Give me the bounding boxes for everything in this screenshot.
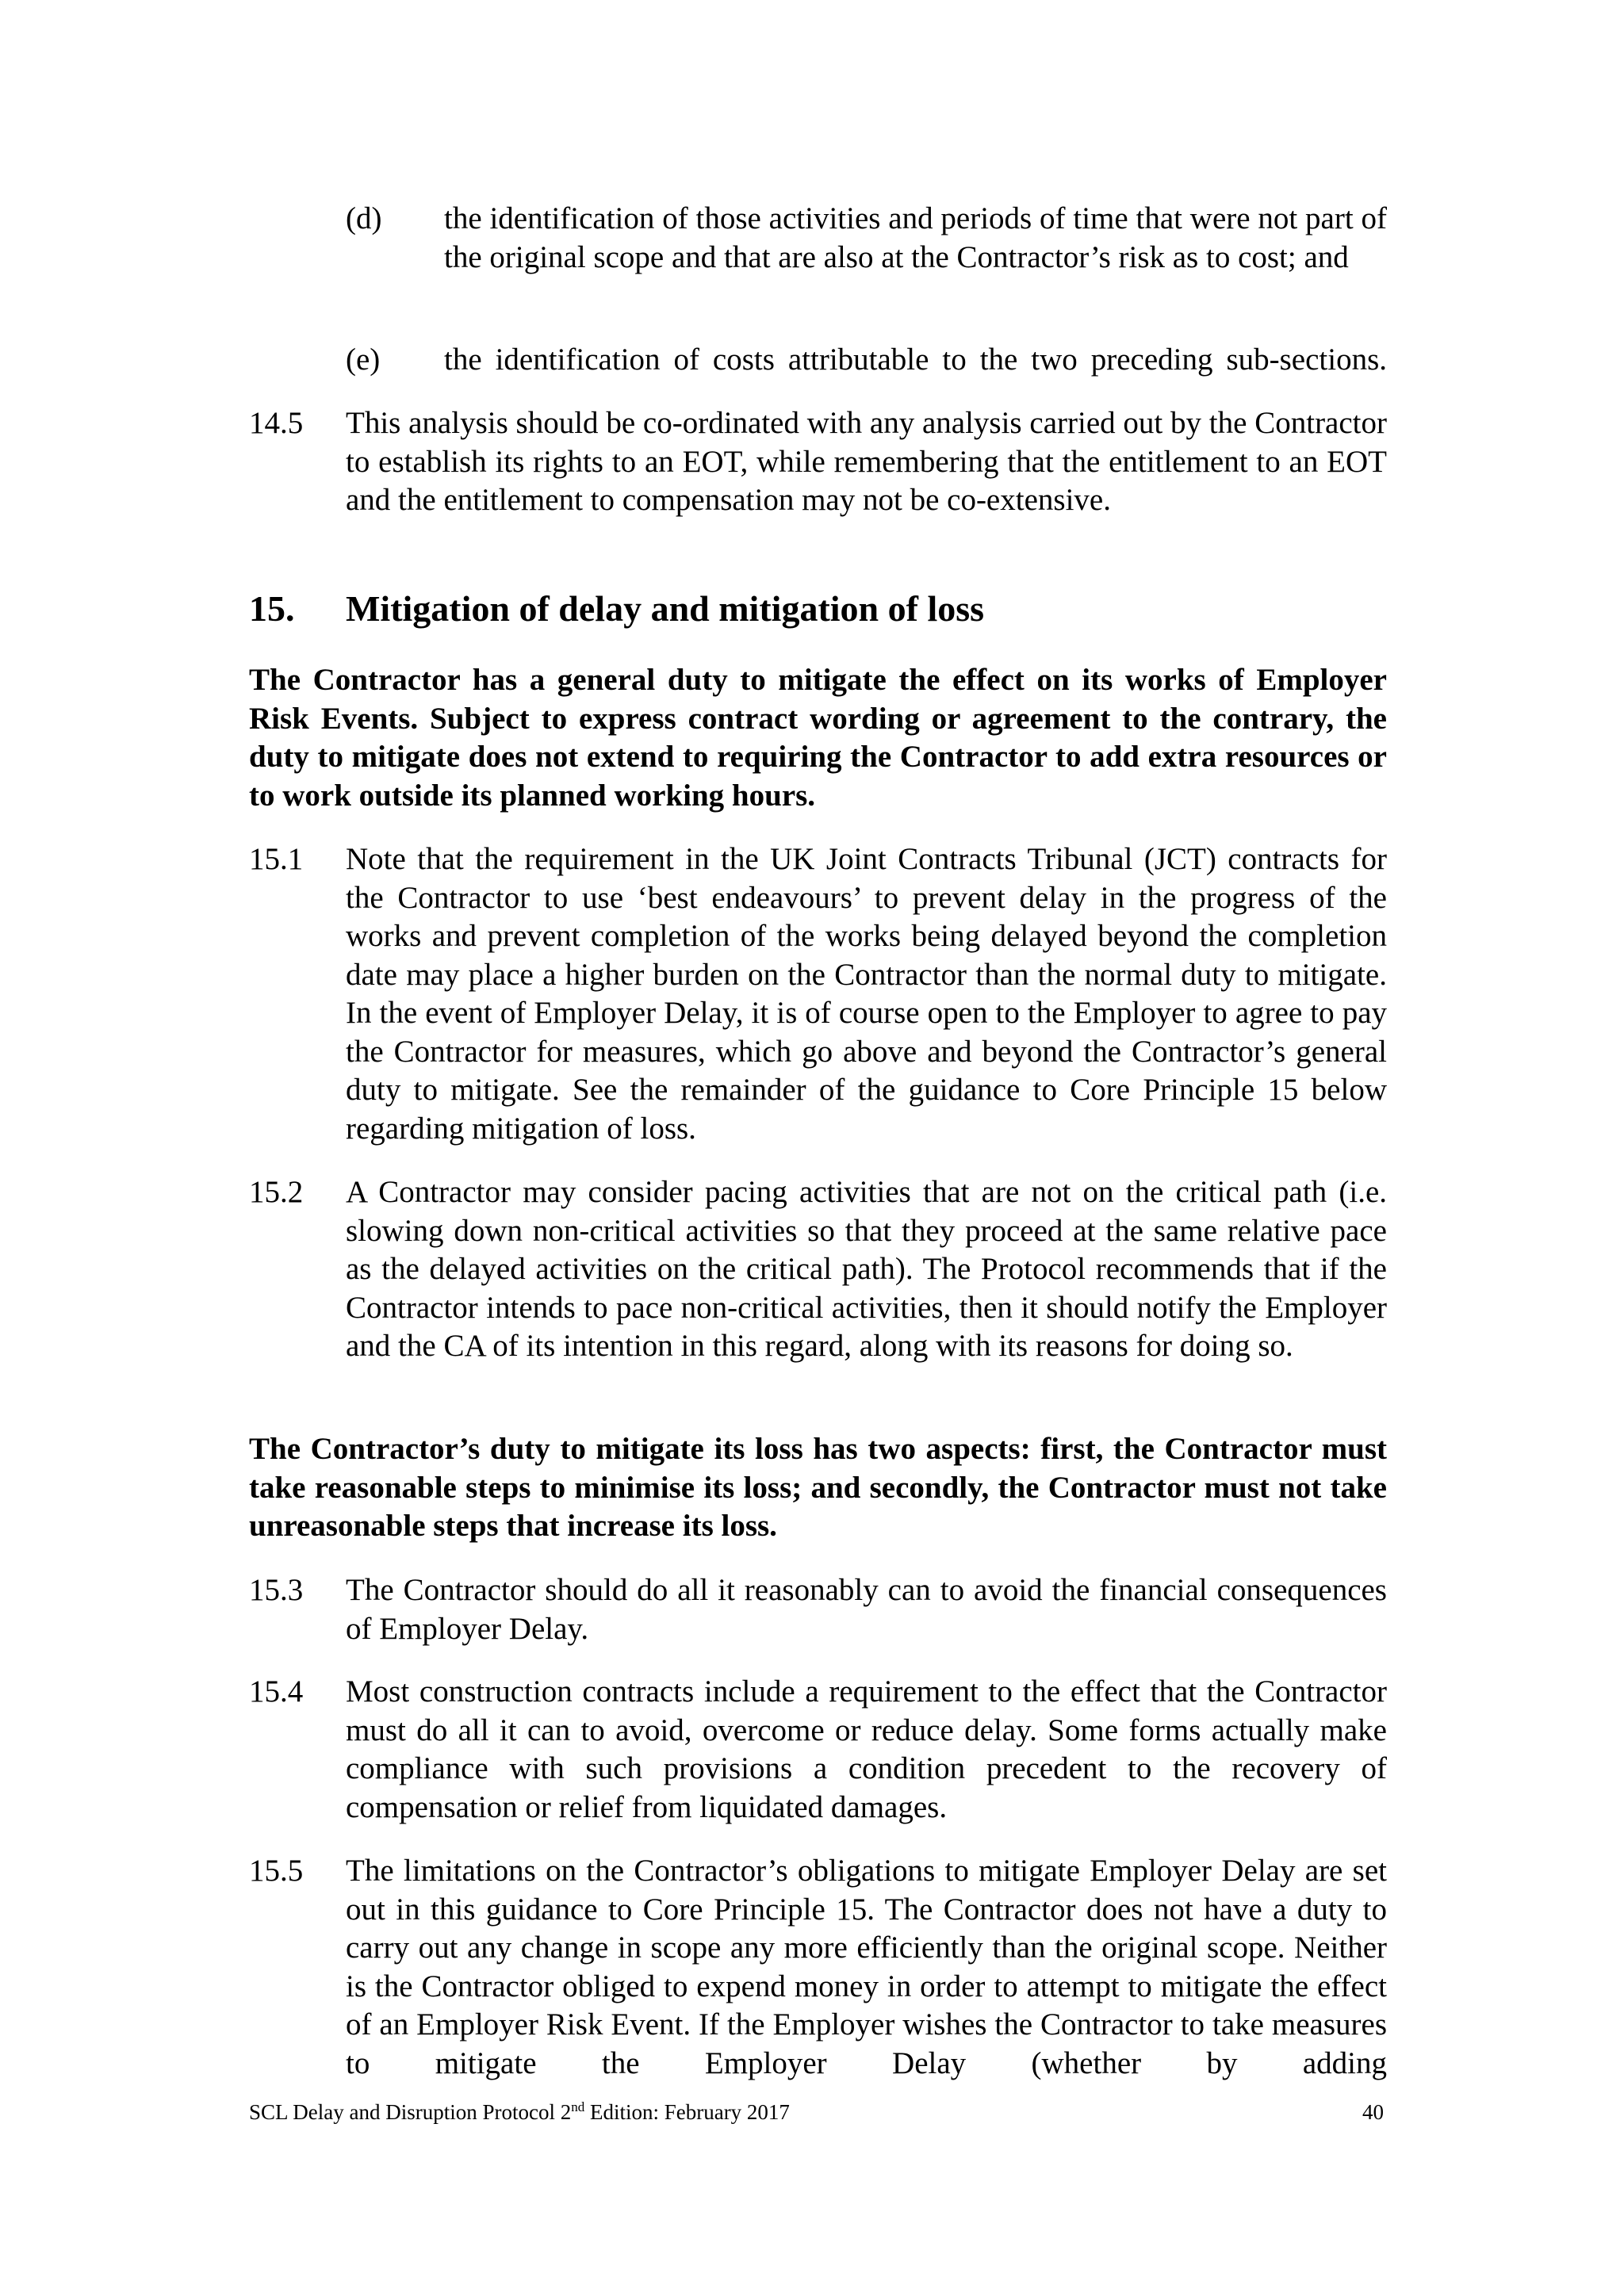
paragraph-text: A Contractor may consider pacing activities that are not on the critical path (i.e. slowing down non-critical activities so that they proceed at the same relative pace as the delayed activities on the critical path). The Protocol recommends that if the Contractor intends to pace non-critical activities, then it should notify the Employer and the CA of its intention in this regard, along with its reasons for doing so. — [346, 1175, 1387, 1363]
item-number: (d) — [346, 201, 382, 235]
core-principle-statement: The Contractor’s duty to mitigate its loss has two aspects: first, the Contractor must take reasonable steps to minimise its loss; and secondly, the Contractor must not take unreasonable steps that increase its loss. — [249, 1432, 1387, 1543]
paragraph-number: 14.5 — [249, 406, 304, 440]
paragraph-number: 15.3 — [249, 1573, 304, 1607]
paragraph-text: Most construction contracts include a requirement to the effect that the Contractor must do all it can to avoid, overcome or reduce delay. Some forms actually make compliance with such provisions a condition precedent to the recovery of compensation or relief from liquidated damages. — [346, 1674, 1387, 1824]
footer-title-text: SCL Delay and Disruption Protocol 2 — [249, 2100, 572, 2124]
item-number: (e) — [346, 342, 381, 377]
section-heading — [249, 587, 984, 631]
paragraph-number: 15.5 — [249, 1854, 304, 1888]
paragraph-text: The Contractor should do all it reasonably can to avoid the financial consequences of Employer Delay. — [346, 1573, 1387, 1646]
paragraph-number: 15.1 — [249, 842, 304, 876]
section-number: 15. — [249, 588, 295, 629]
section-title: Mitigation of delay and mitigation of loss — [346, 588, 985, 629]
paragraph-text: The limitations on the Contractor’s obligations to mitigate Employer Delay are set out in this guidance to Core Principle 15. The Contractor does not have a duty to carry out any change in scope any more efficiently than the original scope. Neither is the Contractor obliged to expend money in order to attempt to mitigate the effect of an Employer Risk Event. If the Employer wishes the Contractor to take measures to mitigate the Employer Delay (whether by adding — [346, 1854, 1387, 2080]
paragraph-text: Note that the requirement in the UK Joint Contracts Tribunal (JCT) contracts for the Contractor to use ‘best endeavours’ to prevent delay in the progress of the works and prevent completion of the works being delayed beyond the completion date may place a higher burden on the Contractor than the normal duty to mitigate. In the event of Employer Delay, it is of course open to the Employer to agree to pay the Contractor for measures, which go above and beyond the Contractor’s general duty to mitigate. See the remainder of the guidance to Core Principle 15 below regarding mitigation of loss. — [346, 842, 1387, 1146]
item-text: the identification of costs attributable to the two preceding sub-sections. — [444, 342, 1387, 377]
paragraph-number: 15.4 — [249, 1674, 304, 1709]
item-text: the identification of those activities and periods of time that were not part of the original scope and that are also at the Contractor’s risk as to cost; and — [444, 201, 1387, 274]
paragraph-text: This analysis should be co-ordinated with any analysis carried out by the Contractor to establish its rights to an EOT, while remembering that the entitlement to an EOT and the entitlement to compensation may not be co-extensive. — [346, 406, 1387, 517]
footer-title-superscript: nd — [571, 2099, 585, 2114]
page-number: 40 — [1362, 2100, 1384, 2124]
core-principle-statement: The Contractor has a general duty to mitigate the effect on its works of Employer Risk Events. Subject to express contract wording or agreement to the contrary, the duty to mitigate does not extend to requiring the Contractor to add extra resources or to work outside its planned working hours. — [249, 663, 1387, 813]
footer-title-edition: Edition: February 2017 — [584, 2100, 790, 2124]
footer-title — [249, 2099, 790, 2125]
paragraph-number: 15.2 — [249, 1175, 304, 1209]
